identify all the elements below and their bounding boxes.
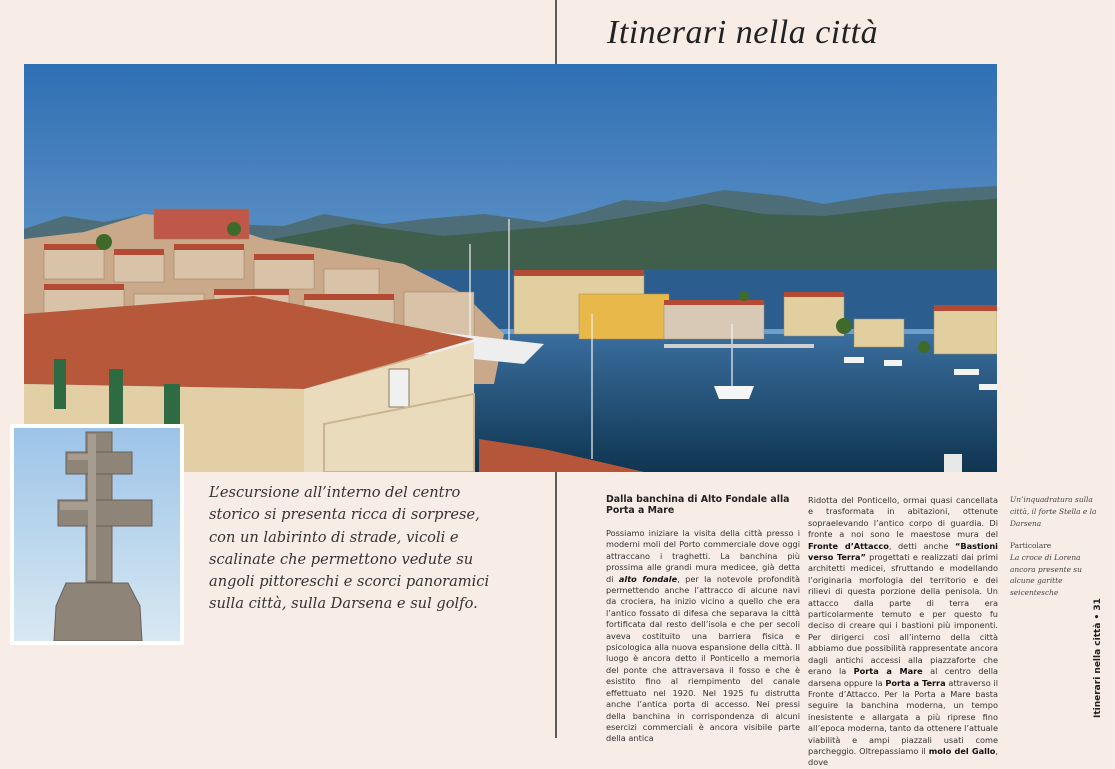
body-column-2: Ridotta del Ponticello, ormai quasi cancellata e trasformata in abitazioni, ottenute sopraelevando l’antico corpo di guardia. Di fronte a noi sono le maestose mura del Fronte d’Attacco, detti anche “Bastioni verso Terra” progettati e realizzati dai primi architetti medicei, sfruttando e modellando l’originaria morfologia del territorio e dei rilievi di questa porzione della penisola. Un attacco dalla parte di terra era particolarmente temuto e per questo fu deciso di creare qui i bastioni più imponenti. Per dirigerci così all’interno della città abbiamo due possibilità rappresentate ancora dagli antichi accessi alla piazzaforte che erano la Porta a Mare al centro della darsena oppure la Porta a Terra attraverso il Fronte d’Attacco. Per la Porta a Mare basta seguire la banchina moderna, un tempo inesistente e allargata a più riprese fino all’epoca moderna, tanto da ottenere l’attuale viabilità e ampi piazzali usati come parcheggio. Oltrepassiamo il molo del Gallo, dove bbox=[808, 495, 998, 768]
page-folio: Itinerari nella città • 31 bbox=[1093, 598, 1103, 718]
detail-caption-text: La croce di Lorena ancora presente su alcune garitte seicentesche bbox=[1010, 552, 1082, 598]
section-heading: Dalla banchina di Alto Fondale alla Porta a Mare bbox=[606, 494, 790, 516]
pull-quote: L’escursione all’interno del centro storico si presenta ricca di sorprese, con un labirinto di strade, vicoli e scalinate che permettono vedute su angoli pittoreschi e scorci panoramici sulla città, sulla Darsena e sul golfo. bbox=[209, 484, 490, 613]
detail-caption bbox=[1010, 540, 1105, 599]
harbor-panorama-photo bbox=[24, 64, 997, 472]
photo-caption: Un’inquadratura sulla città, il forte Stella e la Darsena bbox=[1010, 495, 1097, 528]
page-title: Itinerari nella città bbox=[607, 14, 879, 51]
body-column-1: Possiamo iniziare la visita della città presso i moderni moli del Porto commerciale dove oggi attraccano i traghetti. La banchina più prossima alle grandi mura medicee, già detta di alto fondale, per la notevole profondità permettendo anche l’attracco di alcune navi da crociera, ha inizio vicino a quello che era l’antico fossato di difesa che separava la città fortificata dal resto dell’isola e che per secoli aveva costituito una barriera fisica e psicologica alla nuova espansione della città. Il luogo è ancora detto il Ponticello a memoria del ponte che attraversava il fosso e che è esistito fino al riempimento del canale effettuato nel 1920. Nel 1925 fu distrutta anche l’antica porta di accesso. Nei pressi della banchina in corrispondenza di alcuni esercizi commerciali è ancora visibile parte della antica bbox=[606, 528, 801, 744]
lorraine-cross-photo bbox=[10, 424, 184, 645]
detail-caption-heading: Particolare bbox=[1010, 541, 1052, 550]
